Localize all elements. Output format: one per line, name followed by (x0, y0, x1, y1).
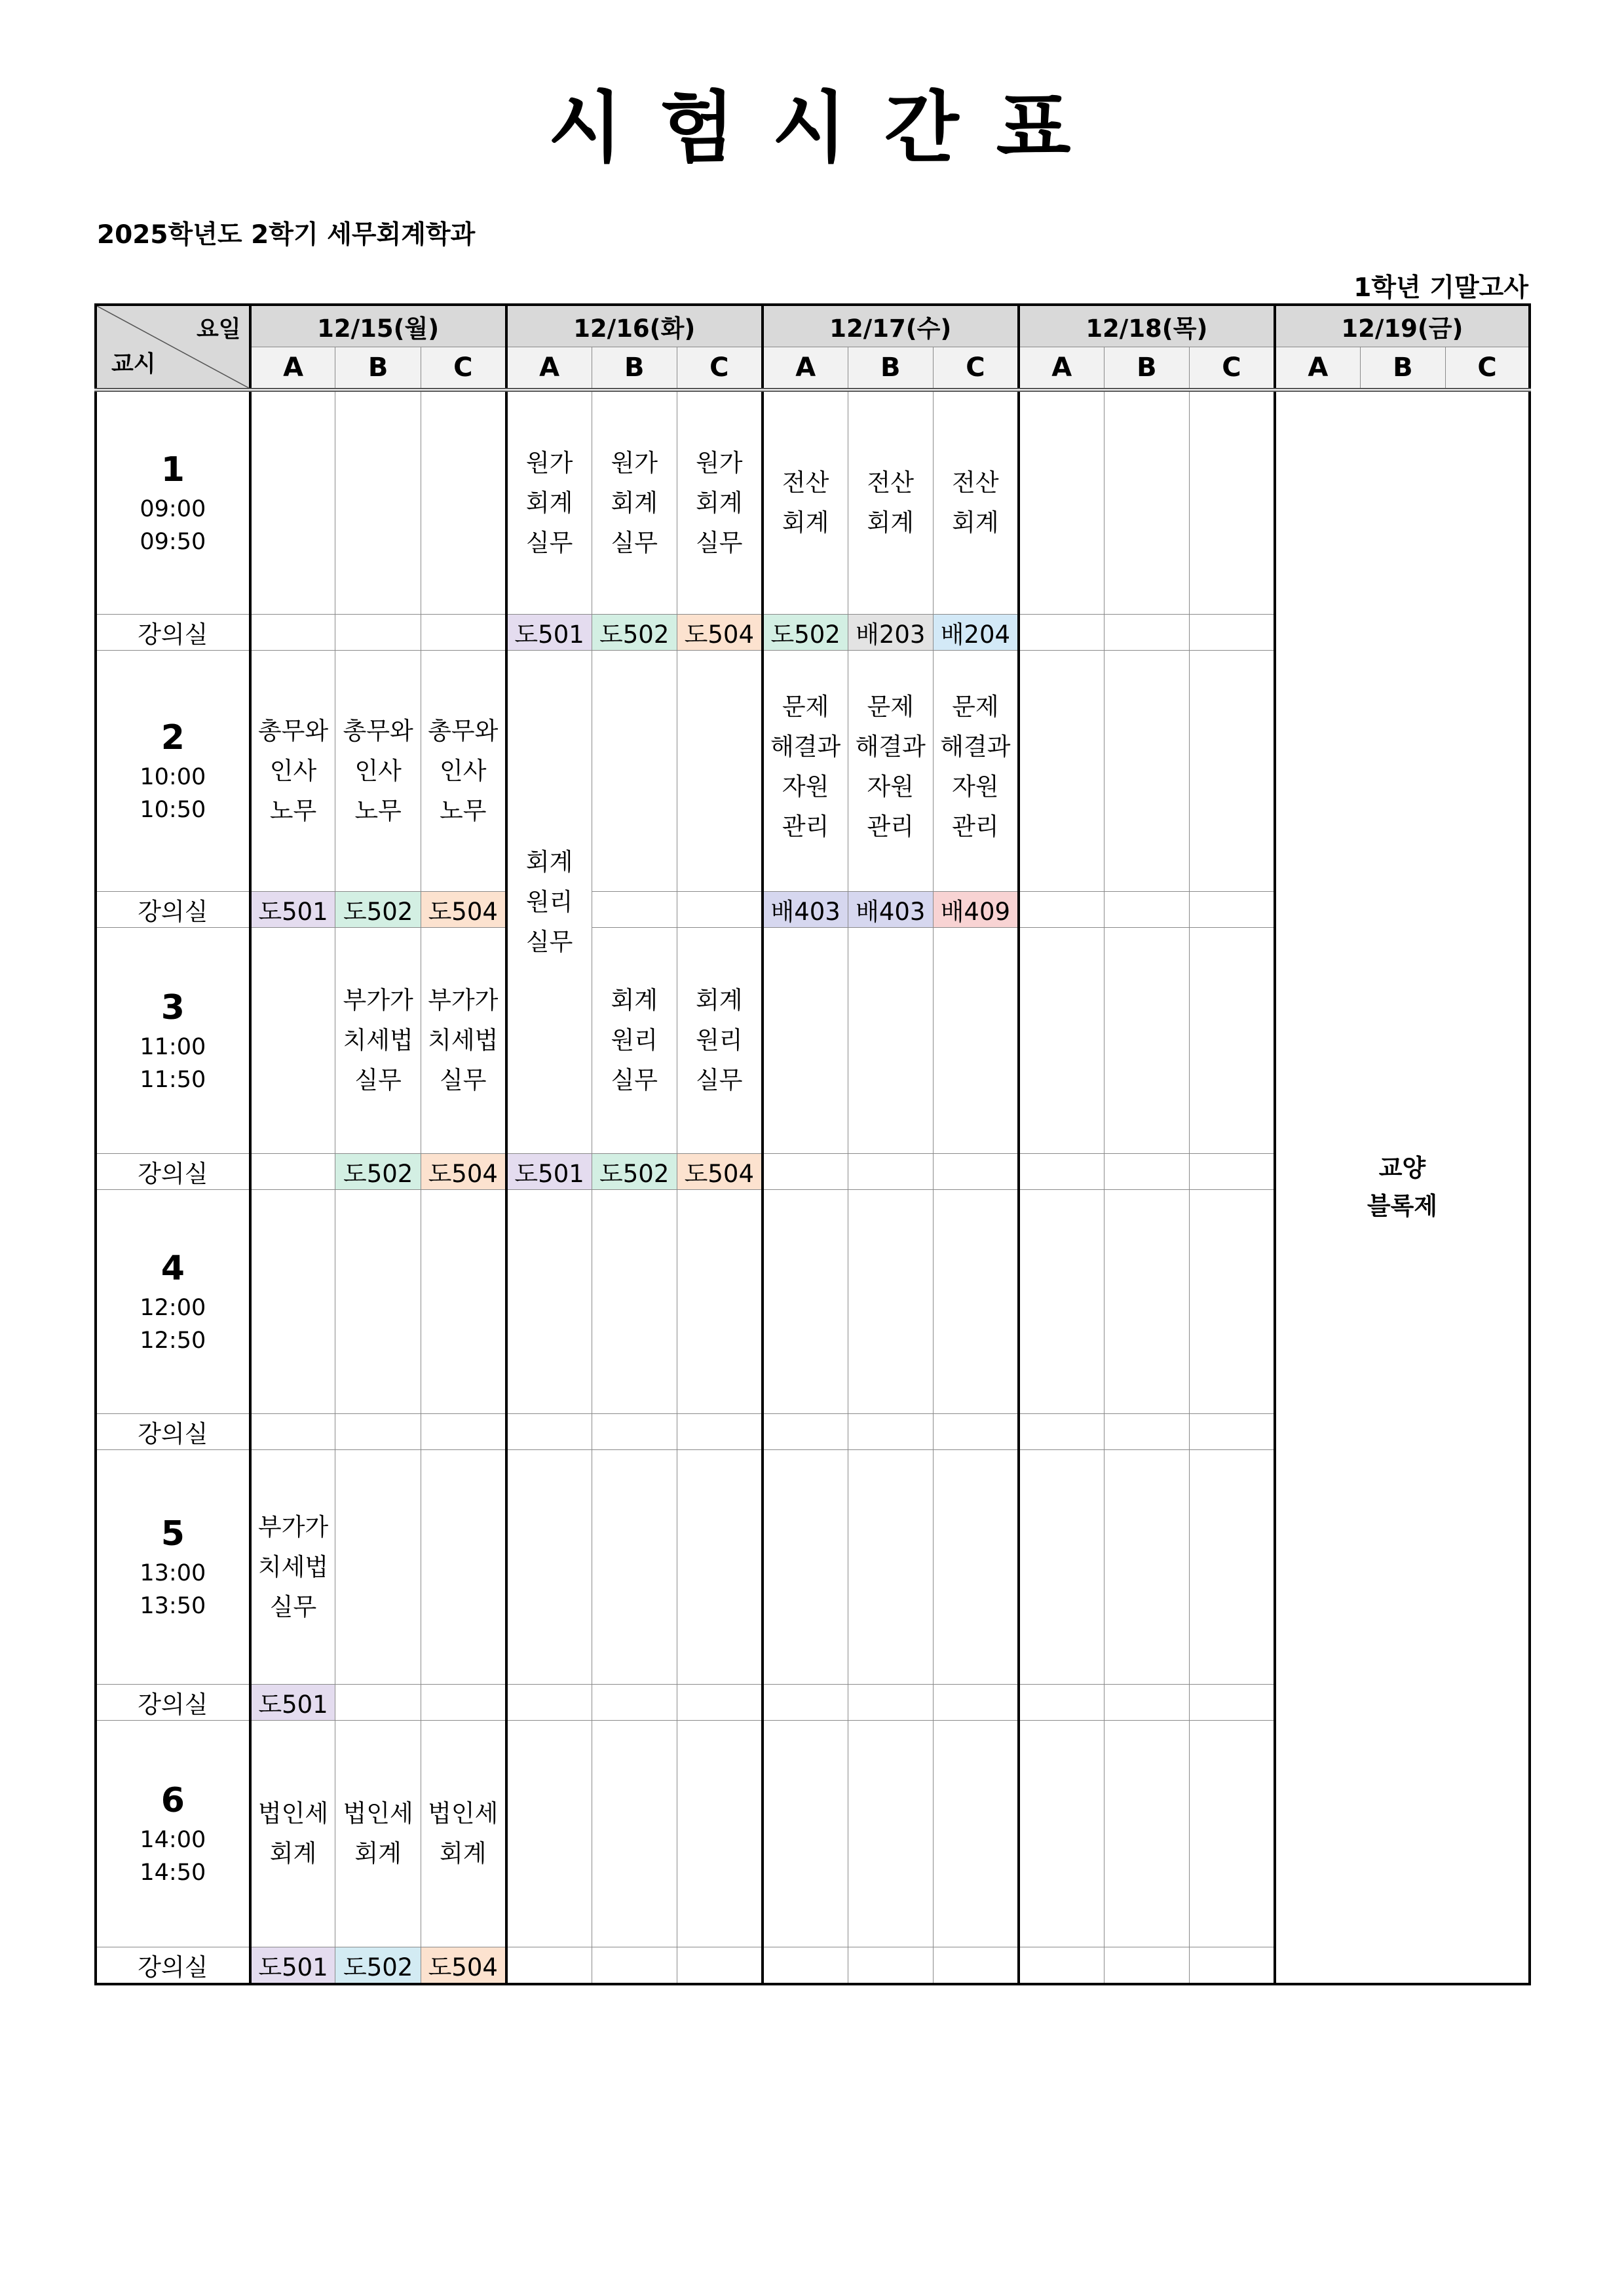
section-header: B (1104, 347, 1189, 391)
room-cell: 도501 (250, 891, 335, 927)
room-empty (933, 1413, 1018, 1449)
room-empty (1104, 1684, 1189, 1720)
room-cell: 도504 (677, 614, 762, 650)
exam-subject: 부가가 치세법 실무 (250, 1449, 335, 1684)
section-header: A (763, 347, 848, 391)
room-empty (1190, 1684, 1275, 1720)
exam-timetable (94, 303, 1531, 1985)
section-header: A (250, 347, 335, 391)
room-empty (1019, 1684, 1104, 1720)
room-cell: 도501 (250, 1684, 335, 1720)
room-empty (335, 614, 421, 650)
period-end: 14:50 (140, 1860, 206, 1886)
room-empty (1104, 614, 1189, 650)
day-header-wed: 12/17(수) (763, 305, 1019, 347)
section-header: A (1275, 347, 1360, 391)
period-start: 14:00 (140, 1827, 206, 1853)
slot-empty (1104, 1449, 1189, 1684)
room-empty (1019, 1413, 1104, 1449)
slot-empty (506, 1449, 592, 1684)
room-empty (1104, 891, 1189, 927)
room-empty (1104, 1413, 1189, 1449)
slot-empty (763, 927, 848, 1153)
slot-empty (250, 390, 335, 614)
section-header: B (592, 347, 677, 391)
room-empty (677, 1947, 762, 1984)
slot-empty (1104, 1189, 1189, 1413)
period-end: 10:50 (140, 797, 206, 823)
period-cell-5 (96, 1449, 250, 1684)
room-cell: 도502 (335, 1947, 421, 1984)
period-start: 12:00 (140, 1295, 206, 1321)
room-empty (763, 1947, 848, 1984)
room-label: 강의실 (96, 1684, 250, 1720)
room-cell: 배203 (848, 614, 933, 650)
friday-block-line-2: 블록제 (1367, 1191, 1438, 1220)
exam-subject: 전산 회계 (763, 390, 848, 614)
exam-subject: 부가가 치세법 실무 (421, 927, 506, 1153)
slot-empty (1190, 1720, 1275, 1947)
period-cell-3 (96, 927, 250, 1153)
room-empty (592, 1413, 677, 1449)
slot-empty (592, 1189, 677, 1413)
exam-subject: 원가 회계 실무 (592, 390, 677, 614)
slot-empty (1104, 650, 1189, 891)
header-section-row (96, 347, 1530, 391)
slot-empty (1190, 1449, 1275, 1684)
room-cell: 도504 (421, 891, 506, 927)
period-cell-2 (96, 650, 250, 891)
room-cell: 도502 (335, 891, 421, 927)
section-header: C (421, 347, 506, 391)
exam-subject: 회계 원리 실무 (506, 650, 592, 1153)
exam-subject: 부가가 치세법 실무 (335, 927, 421, 1153)
day-header-tue: 12/16(화) (506, 305, 763, 347)
room-empty (677, 1684, 762, 1720)
room-cell: 도504 (421, 1947, 506, 1984)
slot-empty (421, 390, 506, 614)
room-empty (592, 891, 677, 927)
slot-empty (1190, 650, 1275, 891)
slot-empty (933, 1449, 1018, 1684)
slot-empty (677, 1189, 762, 1413)
period-number: 1 (161, 450, 185, 490)
slot-empty (250, 927, 335, 1153)
slot-empty (677, 650, 762, 891)
room-empty (677, 891, 762, 927)
slot-empty (677, 1720, 762, 1947)
slot-empty (592, 1449, 677, 1684)
slot-empty (1019, 1449, 1104, 1684)
room-empty (1019, 1153, 1104, 1189)
room-label: 강의실 (96, 891, 250, 927)
slot-empty (592, 650, 677, 891)
corner-period-label: 교시 (111, 351, 156, 377)
room-empty (1190, 891, 1275, 927)
exam-subject: 총무와 인사 노무 (335, 650, 421, 891)
exam-subject: 문제 해결과 자원 관리 (848, 650, 933, 891)
period-start: 10:00 (140, 764, 206, 790)
room-empty (1019, 891, 1104, 927)
room-cell: 도501 (506, 1153, 592, 1189)
exam-subject: 총무와 인사 노무 (250, 650, 335, 891)
friday-block-line-1: 교양 (1378, 1153, 1426, 1182)
exam-subject: 문제 해결과 자원 관리 (933, 650, 1018, 891)
room-empty (1019, 1947, 1104, 1984)
slot-empty (1104, 1720, 1189, 1947)
period-start: 13:00 (140, 1560, 206, 1586)
room-empty (250, 614, 335, 650)
day-header-mon: 12/15(월) (250, 305, 506, 347)
section-header: C (677, 347, 762, 391)
slot-empty (506, 1189, 592, 1413)
exam-subject: 회계 원리 실무 (677, 927, 762, 1153)
room-empty (1190, 1947, 1275, 1984)
slot-empty (335, 390, 421, 614)
room-empty (250, 1413, 335, 1449)
room-empty (335, 1684, 421, 1720)
room-empty (677, 1413, 762, 1449)
exam-subject: 총무와 인사 노무 (421, 650, 506, 891)
period-number: 3 (161, 987, 185, 1027)
room-cell: 도502 (335, 1153, 421, 1189)
slot-empty (848, 1449, 933, 1684)
room-cell: 도501 (506, 614, 592, 650)
exam-subject: 법인세 회계 (335, 1720, 421, 1947)
room-empty (1190, 1413, 1275, 1449)
room-empty (933, 1947, 1018, 1984)
room-empty (592, 1684, 677, 1720)
slot-empty (933, 1720, 1018, 1947)
room-empty (763, 1413, 848, 1449)
corner-day-label: 요일 (197, 316, 241, 343)
period-end: 11:50 (140, 1066, 206, 1093)
slot-empty (763, 1449, 848, 1684)
room-cell: 도504 (421, 1153, 506, 1189)
semester-department: 2025학년도 2학기 세무회계학과 (97, 220, 476, 250)
slot-empty (763, 1720, 848, 1947)
section-header: B (335, 347, 421, 391)
period-number: 6 (161, 1781, 185, 1820)
room-empty (933, 1684, 1018, 1720)
room-empty (848, 1684, 933, 1720)
room-empty (848, 1947, 933, 1984)
section-header: A (506, 347, 592, 391)
period-number: 5 (161, 1514, 185, 1554)
slot-empty (1019, 1189, 1104, 1413)
room-cell: 도502 (592, 1153, 677, 1189)
room-empty (421, 1684, 506, 1720)
room-empty (506, 1947, 592, 1984)
section-header: C (1446, 347, 1530, 391)
room-empty (848, 1413, 933, 1449)
page-title: 시 험 시 간 표 (548, 83, 1076, 173)
room-empty (335, 1413, 421, 1449)
slot-empty (421, 1449, 506, 1684)
slot-empty (1019, 650, 1104, 891)
exam-subject: 원가 회계 실무 (677, 390, 762, 614)
slot-empty (335, 1449, 421, 1684)
section-header: C (1190, 347, 1275, 391)
period-end: 12:50 (140, 1328, 206, 1354)
header-corner (96, 305, 250, 390)
room-cell: 도502 (592, 614, 677, 650)
slot-empty (250, 1189, 335, 1413)
exam-subject: 문제 해결과 자원 관리 (763, 650, 848, 891)
room-empty (1190, 1153, 1275, 1189)
day-header-fri: 12/19(금) (1275, 305, 1530, 347)
slot-empty (421, 1189, 506, 1413)
period-cell-6 (96, 1720, 250, 1947)
slot-empty (1104, 927, 1189, 1153)
slot-empty (1019, 390, 1104, 614)
room-label: 강의실 (96, 1413, 250, 1449)
day-header-thu: 12/18(목) (1019, 305, 1275, 347)
room-empty (250, 1153, 335, 1189)
slot-empty (1190, 1189, 1275, 1413)
room-empty (421, 1413, 506, 1449)
slot-empty (677, 1449, 762, 1684)
exam-label: 1학년 기말고사 (1353, 273, 1528, 303)
slot-empty (933, 1189, 1018, 1413)
section-header: C (933, 347, 1018, 391)
exam-subject: 전산 회계 (933, 390, 1018, 614)
room-empty (1104, 1153, 1189, 1189)
section-header: B (848, 347, 933, 391)
period-cell-4 (96, 1189, 250, 1413)
exam-subject: 법인세 회계 (250, 1720, 335, 1947)
period-row-1 (96, 390, 1530, 614)
period-cell-1 (96, 390, 250, 614)
exam-subject: 법인세 회계 (421, 1720, 506, 1947)
period-end: 09:50 (140, 529, 206, 556)
period-number: 4 (161, 1249, 185, 1288)
room-empty (933, 1153, 1018, 1189)
slot-empty (335, 1189, 421, 1413)
room-label: 강의실 (96, 614, 250, 650)
slot-empty (592, 1720, 677, 1947)
slot-empty (506, 1720, 592, 1947)
room-cell: 배204 (933, 614, 1018, 650)
period-start: 11:00 (140, 1033, 206, 1060)
slot-empty (848, 1720, 933, 1947)
header-day-row (96, 305, 1530, 347)
room-empty (848, 1153, 933, 1189)
room-empty (1190, 614, 1275, 650)
period-number: 2 (161, 718, 185, 757)
slot-empty (1019, 1720, 1104, 1947)
room-cell: 도502 (763, 614, 848, 650)
room-cell: 배409 (933, 891, 1018, 927)
slot-empty (1104, 390, 1189, 614)
slot-empty (1190, 927, 1275, 1153)
slot-empty (1019, 927, 1104, 1153)
room-empty (592, 1947, 677, 1984)
slot-empty (1190, 390, 1275, 614)
slot-empty (763, 1189, 848, 1413)
room-empty (506, 1413, 592, 1449)
room-empty (506, 1684, 592, 1720)
room-cell: 배403 (848, 891, 933, 927)
slot-empty (848, 1189, 933, 1413)
slot-empty (848, 927, 933, 1153)
room-cell: 도504 (677, 1153, 762, 1189)
period-end: 13:50 (140, 1593, 206, 1619)
room-cell: 배403 (763, 891, 848, 927)
room-label: 강의실 (96, 1153, 250, 1189)
period-start: 09:00 (140, 496, 206, 523)
room-cell: 도501 (250, 1947, 335, 1984)
room-empty (421, 614, 506, 650)
section-header: B (1360, 347, 1445, 391)
friday-block (1275, 390, 1530, 1984)
room-empty (1019, 614, 1104, 650)
slot-empty (933, 927, 1018, 1153)
exam-subject: 원가 회계 실무 (506, 390, 592, 614)
exam-subject: 전산 회계 (848, 390, 933, 614)
room-empty (763, 1684, 848, 1720)
room-label: 강의실 (96, 1947, 250, 1984)
exam-subject: 회계 원리 실무 (592, 927, 677, 1153)
room-empty (1104, 1947, 1189, 1984)
section-header: A (1019, 347, 1104, 391)
room-empty (763, 1153, 848, 1189)
